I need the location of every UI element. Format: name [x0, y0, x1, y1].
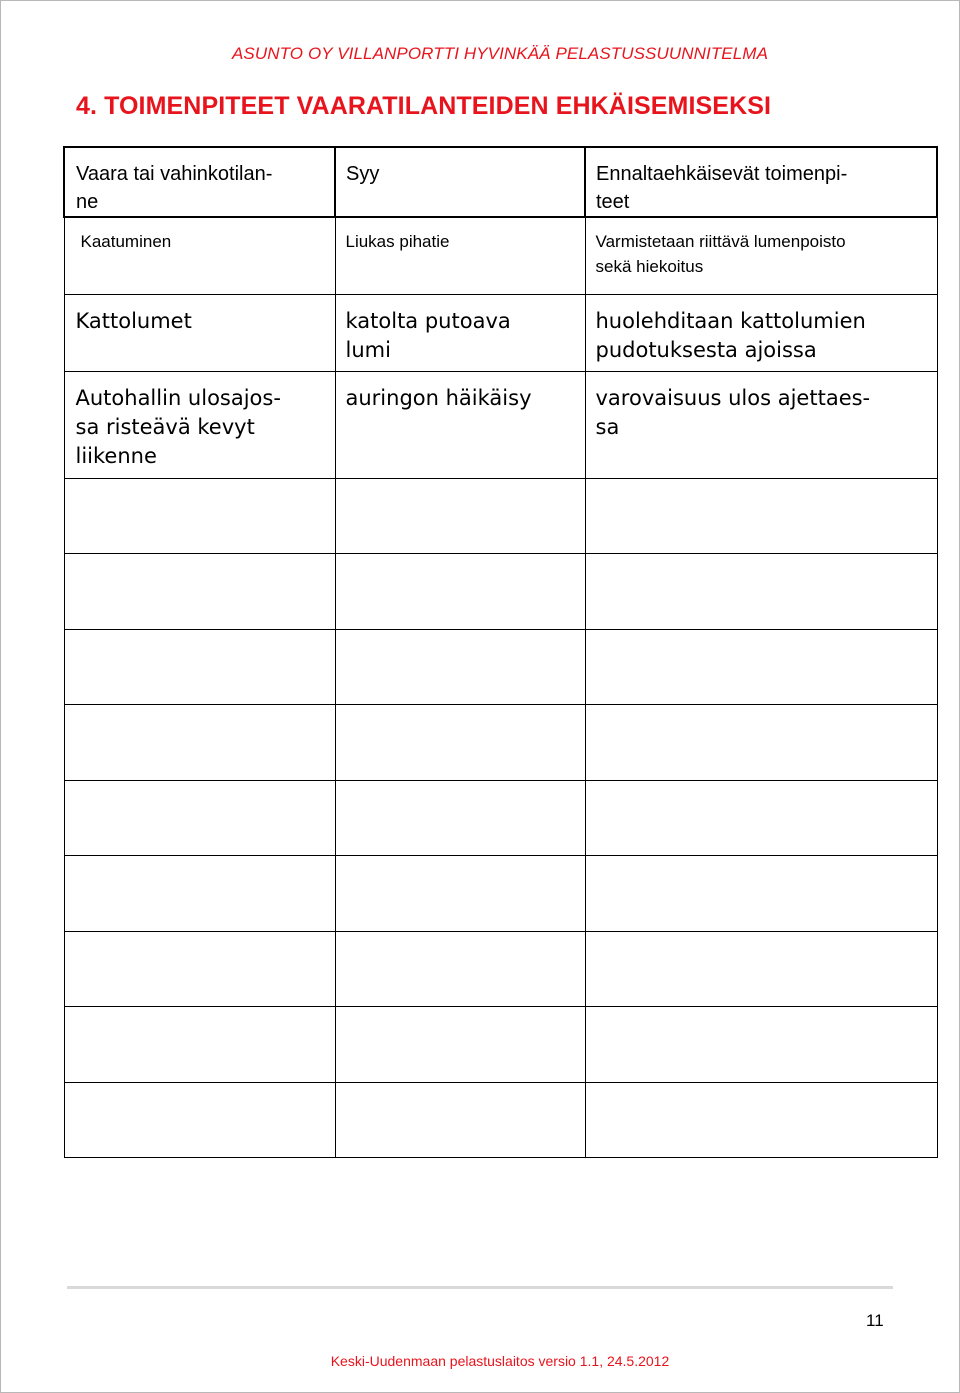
- empty-cell[interactable]: [64, 629, 335, 705]
- empty-cell[interactable]: [585, 705, 937, 781]
- empty-cell[interactable]: [585, 1007, 937, 1083]
- section-heading: 4. TOIMENPITEET VAARATILANTEIDEN EHKÄISEMISEKSI: [76, 92, 772, 120]
- empty-cell[interactable]: [335, 780, 585, 856]
- empty-cell[interactable]: [335, 705, 585, 781]
- empty-cell[interactable]: [64, 856, 335, 932]
- empty-cell[interactable]: [64, 705, 335, 781]
- empty-cell[interactable]: [335, 629, 585, 705]
- cell-prevention: [585, 371, 937, 478]
- document-footer: Keski-Uudenmaan pelastuslaitos versio 1.1, 24.5.2012: [330, 1353, 670, 1369]
- empty-cell[interactable]: [585, 478, 937, 554]
- empty-cell[interactable]: [64, 1082, 335, 1158]
- cell-prevention: [585, 217, 937, 294]
- page-number: 11: [866, 1311, 884, 1330]
- column-header-cause: [335, 147, 585, 217]
- cell-text: Kaatuminen: [80, 232, 172, 251]
- table-header-row: [64, 147, 937, 217]
- hazard-prevention-table: [63, 146, 938, 1158]
- cell-cause: [335, 217, 585, 294]
- footer-divider: [67, 1286, 893, 1289]
- empty-cell[interactable]: [335, 856, 585, 932]
- column-header-hazard-text: Vaara tai vahinkotilan- ne: [76, 163, 273, 213]
- empty-table-row: [64, 1082, 937, 1158]
- cell-cause: [335, 294, 585, 371]
- empty-cell[interactable]: [64, 931, 335, 1007]
- empty-cell[interactable]: [64, 554, 335, 630]
- cell-text: Autohallin ulosajos- sa risteävä kevyt liikenne: [75, 385, 281, 468]
- cell-text: Varmistetaan riittävä lumenpoisto sekä hiekoitus: [595, 232, 846, 276]
- empty-table-row: [64, 931, 937, 1007]
- empty-cell[interactable]: [585, 780, 937, 856]
- cell-text: auringon häikäisy: [345, 385, 532, 410]
- column-header-prevention: [585, 147, 937, 217]
- empty-cell[interactable]: [64, 780, 335, 856]
- table-header: [64, 147, 937, 217]
- empty-table-row: [64, 554, 937, 630]
- cell-cause: [335, 371, 585, 478]
- document-header: ASUNTO OY VILLANPORTTI HYVINKÄÄ PELASTUSSUUNNITELMA: [231, 44, 769, 63]
- cell-prevention: [585, 294, 937, 371]
- cell-hazard: [64, 217, 335, 294]
- cell-text: varovaisuus ulos ajettaes- sa: [595, 385, 871, 439]
- empty-table-row: [64, 856, 937, 932]
- empty-table-row: [64, 1007, 937, 1083]
- cell-hazard: [64, 294, 335, 371]
- empty-cell[interactable]: [585, 1082, 937, 1158]
- empty-table-row: [64, 780, 937, 856]
- table-row: [64, 217, 937, 294]
- cell-text: Liukas pihatie: [345, 232, 450, 251]
- empty-cell[interactable]: [585, 856, 937, 932]
- table-body: [64, 217, 937, 1158]
- empty-cell[interactable]: [64, 478, 335, 554]
- empty-cell[interactable]: [335, 554, 585, 630]
- empty-cell[interactable]: [585, 629, 937, 705]
- cell-text: katolta putoava lumi: [345, 308, 511, 362]
- empty-cell[interactable]: [335, 1082, 585, 1158]
- cell-hazard: [64, 371, 335, 478]
- empty-table-row: [64, 705, 937, 781]
- column-header-prevention-text: Ennaltaehkäisevät toimenpi- teet: [596, 163, 848, 213]
- column-header-hazard: [64, 147, 335, 217]
- empty-cell[interactable]: [335, 931, 585, 1007]
- cell-text: huolehditaan kattolumien pudotuksesta ajoissa: [595, 308, 866, 362]
- column-header-cause-text: Syy: [346, 163, 380, 185]
- empty-table-row: [64, 478, 937, 554]
- table-row: [64, 294, 937, 371]
- empty-cell[interactable]: [64, 1007, 335, 1083]
- empty-table-row: [64, 629, 937, 705]
- empty-cell[interactable]: [335, 1007, 585, 1083]
- table-row: [64, 371, 937, 478]
- empty-cell[interactable]: [335, 478, 585, 554]
- cell-text: Kattolumet: [75, 308, 192, 333]
- empty-cell[interactable]: [585, 554, 937, 630]
- empty-cell[interactable]: [585, 931, 937, 1007]
